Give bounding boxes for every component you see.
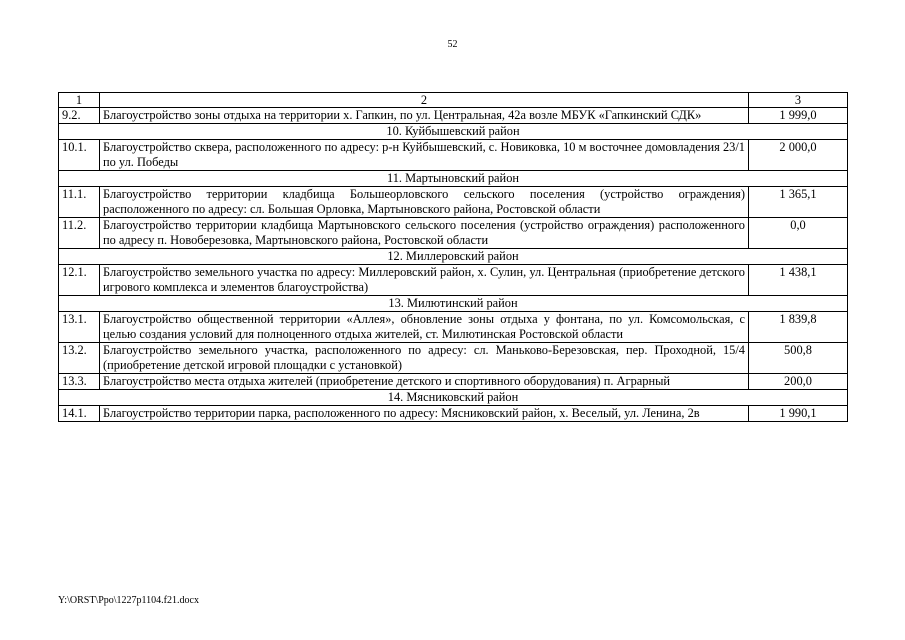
district-header-row — [59, 296, 848, 312]
district-name: 14. Мясниковский район — [59, 390, 848, 406]
item-number: 13.1. — [59, 312, 100, 343]
item-description: Благоустройство сквера, расположенного по адресу: р-н Куйбышевский, с. Новиковка, 10 м восточнее домовладения 23/1 по ул. Победы — [100, 140, 749, 171]
item-description: Благоустройство общественной территории «Аллея», обновление зоны отдыха у фонтана, по ул. Комсомольская, с целью создания условий для полноценного отдыха жителей, ст. Милютинская Ростовской области — [100, 312, 749, 343]
table-row — [59, 406, 848, 422]
item-description: Благоустройство территории кладбища Мартыновского сельского поселения (устройство ограждения) расположенного по адресу п. Новоберезовка, Мартыновского района, Ростовской области — [100, 218, 749, 249]
item-number: 9.2. — [59, 108, 100, 124]
district-name: 10. Куйбышевский район — [59, 124, 848, 140]
item-amount: 1 990,1 — [749, 406, 848, 422]
district-header-row — [59, 124, 848, 140]
item-number: 14.1. — [59, 406, 100, 422]
item-description: Благоустройство земельного участка, расположенного по адресу: сл. Маньково-Березовская, пер. Проходной, 15/4 (приобретение детской игровой площадки с установкой) — [100, 343, 749, 374]
district-header-row — [59, 171, 848, 187]
table-header-row — [59, 93, 848, 108]
district-header-row — [59, 390, 848, 406]
item-description: Благоустройство места отдыха жителей (приобретение детского и спортивного оборудования) п. Аграрный — [100, 374, 749, 390]
item-amount: 2 000,0 — [749, 140, 848, 171]
item-number: 12.1. — [59, 265, 100, 296]
item-amount: 0,0 — [749, 218, 848, 249]
item-description: Благоустройство земельного участка по адресу: Миллеровский район, х. Сулин, ул. Центральная (приобретение детского игрового комплекса и элементов благоустройства) — [100, 265, 749, 296]
item-amount: 500,8 — [749, 343, 848, 374]
table-row — [59, 108, 848, 124]
table-row — [59, 187, 848, 218]
table-row — [59, 265, 848, 296]
item-amount: 1 365,1 — [749, 187, 848, 218]
district-name: 12. Миллеровский район — [59, 249, 848, 265]
item-amount: 1 438,1 — [749, 265, 848, 296]
table-row — [59, 343, 848, 374]
header-col-3: 3 — [749, 93, 848, 108]
header-col-1: 1 — [59, 93, 100, 108]
table-row — [59, 312, 848, 343]
item-number: 10.1. — [59, 140, 100, 171]
district-name: 13. Милютинский район — [59, 296, 848, 312]
funding-table — [58, 92, 848, 422]
table-row — [59, 374, 848, 390]
item-description: Благоустройство территории кладбища Большеорловского сельского поселения (устройство ограждения) расположенного по адресу: сл. Большая Орловка, Мартыновского района, Ростовской области — [100, 187, 749, 218]
item-description: Благоустройство зоны отдыха на территории х. Гапкин, по ул. Центральная, 42а возле МБУК «Гапкинский СДК» — [100, 108, 749, 124]
item-description: Благоустройство территории парка, расположенного по адресу: Мясниковский район, х. Веселый, ул. Ленина, 2в — [100, 406, 749, 422]
district-name: 11. Мартыновский район — [59, 171, 848, 187]
page-number: 52 — [447, 39, 458, 50]
item-amount: 200,0 — [749, 374, 848, 390]
item-amount: 1 999,0 — [749, 108, 848, 124]
item-amount: 1 839,8 — [749, 312, 848, 343]
item-number: 11.2. — [59, 218, 100, 249]
item-number: 11.1. — [59, 187, 100, 218]
header-col-2: 2 — [100, 93, 749, 108]
item-number: 13.2. — [59, 343, 100, 374]
table-row — [59, 218, 848, 249]
district-header-row — [59, 249, 848, 265]
file-path: Y:\ORST\Ppo\1227p1104.f21.docx — [58, 595, 199, 606]
item-number: 13.3. — [59, 374, 100, 390]
table-row — [59, 140, 848, 171]
